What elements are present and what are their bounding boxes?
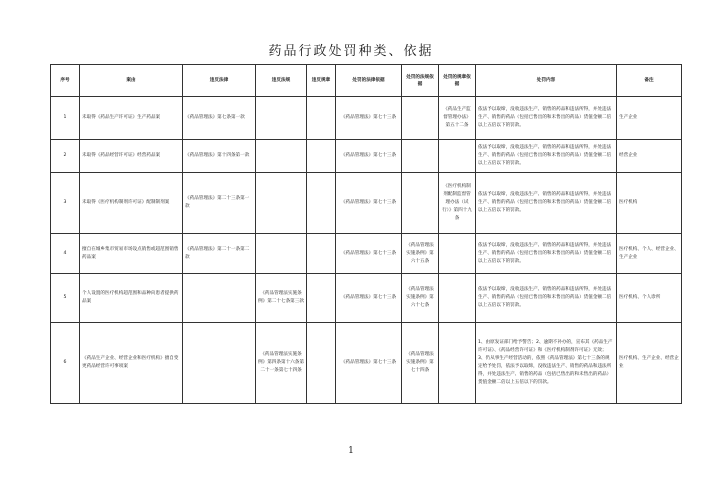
penalty-content: 1、由原发证部门给予警告；2、逾期不补办的，宣布其《药品生产许可证》、《药品经营许可证》和《医疗机构制剂许可证》无效；3、仍从事生产经营活动的，依照《药品管理法》第七十三条的规定给予处罚，依法予以取缔，没收违法生产、销售的药品和违法所得，并处违法生产、销售的药品（包括已售出的和未售出的药品）货值金额二倍以上五倍以下的罚款。 xyxy=(476,323,617,404)
table-row xyxy=(51,140,682,173)
violated-rule xyxy=(307,274,336,323)
row-number: 1 xyxy=(51,97,80,140)
violated-regulation: 《药品管理法实施条例》第四条第十六条第二十一条第七十四条 xyxy=(256,323,307,404)
law-basis: 《药品管理法》第七十三条 xyxy=(336,140,402,173)
table-row xyxy=(51,173,682,234)
violated-rule xyxy=(307,234,336,274)
penalty-content: 依法予以取缔，没收违法生产、销售的药品和违法所得，并处违法生产、销售的药品（包括已售出的和未售出的药品）货值金额二倍以上五倍以下的罚款。 xyxy=(476,274,617,323)
header-regulation: 违反法规 xyxy=(256,65,307,97)
regulation-basis xyxy=(402,140,439,173)
row-number: 3 xyxy=(51,173,80,234)
note: 医疗机构、个人、经营企业、生产企业 xyxy=(617,234,682,274)
note: 经营企业 xyxy=(617,140,682,173)
penalty-table xyxy=(50,64,682,404)
header-note: 备注 xyxy=(617,65,682,97)
regulation-basis: 《药品管理法实施条例》第六十七条 xyxy=(402,274,439,323)
rule-basis xyxy=(439,274,476,323)
header-penalty: 处罚内容 xyxy=(476,65,617,97)
violated-rule xyxy=(307,97,336,140)
violated-regulation: 《药品管理法实施条例》第二十七条第三款 xyxy=(256,274,307,323)
law-basis: 《药品管理法》第七十三条 xyxy=(336,323,402,404)
header-no: 序号 xyxy=(51,65,80,97)
header-rule-basis: 处罚的规章依据 xyxy=(439,65,476,97)
note: 医疗机构、个人诊所 xyxy=(617,274,682,323)
regulation-basis: 《药品管理法实施条例》第六十五条 xyxy=(402,234,439,274)
violated-law: 《药品管理法》第二十一条第二款 xyxy=(183,234,256,274)
rule-basis: 《药品生产监督管理办法》第五十二条 xyxy=(439,97,476,140)
case-cause: 擅自在城乡集市贸易市场设点销售或超范围销售药品案 xyxy=(80,234,183,274)
header-law: 违反法律 xyxy=(183,65,256,97)
violated-law: 《药品管理法》第十四条第一款 xyxy=(183,140,256,173)
rule-basis xyxy=(439,234,476,274)
law-basis: 《药品管理法》第七十三条 xyxy=(336,97,402,140)
case-cause: 未取得《药品经营许可证》经营药品案 xyxy=(80,140,183,173)
table-header-row xyxy=(51,65,682,97)
row-number: 6 xyxy=(51,323,80,404)
table-row xyxy=(51,97,682,140)
regulation-basis: 《药品管理法实施条例》第七十四条 xyxy=(402,323,439,404)
row-number: 4 xyxy=(51,234,80,274)
law-basis: 《药品管理法》第七十三条 xyxy=(336,173,402,234)
case-cause: 《药品生产企业、经营企业和医疗机构》擅自变更药品经营许可事项案 xyxy=(80,323,183,404)
regulation-basis xyxy=(402,97,439,140)
penalty-content: 依法予以取缔，没收违法生产、销售的药品和违法所得，并处违法生产、销售的药品（包括已售出的和未售出的药品）货值金额二倍以上五倍以下的罚款。 xyxy=(476,140,617,173)
row-number: 5 xyxy=(51,274,80,323)
law-basis: 《药品管理法》第七十三条 xyxy=(336,274,402,323)
violated-law xyxy=(183,274,256,323)
header-cause: 案由 xyxy=(80,65,183,97)
violated-regulation xyxy=(256,140,307,173)
penalty-content: 依法予以取缔，没收违法生产、销售的药品和违法所得，并处违法生产、销售的药品（包括已售出的和未售出的药品）货值金额二倍以上五倍以下的罚款。 xyxy=(476,173,617,234)
law-basis: 《药品管理法》第七十三条 xyxy=(336,234,402,274)
violated-regulation xyxy=(256,97,307,140)
table-row xyxy=(51,323,682,404)
header-law-basis: 处罚的法律依据 xyxy=(336,65,402,97)
page-number: 1 xyxy=(348,446,354,456)
rule-basis xyxy=(439,140,476,173)
violated-rule xyxy=(307,323,336,404)
note: 生产企业 xyxy=(617,97,682,140)
case-cause: 个人设置的医疗机构超范围和品种向患者提供药品案 xyxy=(80,274,183,323)
case-cause: 未取得《药品生产许可证》生产药品案 xyxy=(80,97,183,140)
penalty-content: 依法予以取缔，没收违法生产、销售的药品和违法所得，并处违法生产、销售的药品（包括已售出的和未售出的药品）货值金额二倍以上五倍以下的罚款。 xyxy=(476,234,617,274)
violated-rule xyxy=(307,173,336,234)
violated-law xyxy=(183,323,256,404)
violated-rule xyxy=(307,140,336,173)
violated-law: 《药品管理法》第二十三条第一款 xyxy=(183,173,256,234)
page-title: 药品行政处罚种类、依据 xyxy=(268,44,434,59)
note: 医疗机构、生产企业、经营企业 xyxy=(617,323,682,404)
row-number: 2 xyxy=(51,140,80,173)
rule-basis: 《医疗机构制剂配制监督管理办法（试行）》第四十九条 xyxy=(439,173,476,234)
violated-regulation xyxy=(256,173,307,234)
rule-basis xyxy=(439,323,476,404)
note: 医疗机构 xyxy=(617,173,682,234)
case-cause: 未取得《医疗机构制剂许可证》配制制剂案 xyxy=(80,173,183,234)
header-reg-basis: 处罚的法规依据 xyxy=(402,65,439,97)
table-row xyxy=(51,234,682,274)
penalty-content: 依法予以取缔，没收违法生产、销售的药品和违法所得，并处违法生产、销售的药品（包括已售出的和未售出的药品）货值金额二倍以上五倍以下的罚款。 xyxy=(476,97,617,140)
violated-law: 《药品管理法》第七条第一款 xyxy=(183,97,256,140)
table-row xyxy=(51,274,682,323)
header-rule: 违反规章 xyxy=(307,65,336,97)
regulation-basis xyxy=(402,173,439,234)
violated-regulation xyxy=(256,234,307,274)
